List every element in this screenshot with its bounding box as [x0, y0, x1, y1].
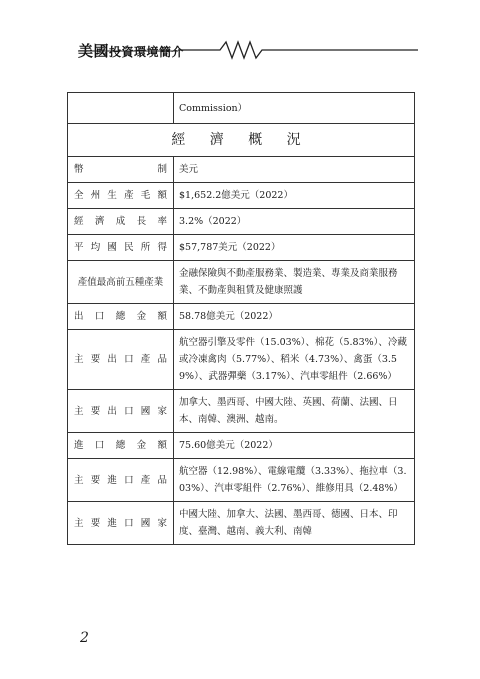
row-value-export-total: 58.78億美元（2022）: [174, 304, 415, 330]
table-row: [68, 433, 415, 459]
page-header: [78, 38, 418, 68]
row-value-currency: 美元: [174, 157, 415, 183]
header-wave-line: [78, 38, 418, 68]
table-row: [68, 235, 415, 261]
table-row: [68, 390, 415, 433]
row-value-gsp: $1,652.2億美元（2022）: [174, 183, 415, 209]
table-row: [68, 330, 415, 390]
header-title-main: 美國: [78, 42, 110, 60]
row-label-import-total: 進口總金額: [68, 433, 174, 459]
row-label-import-countries: 主要進口國家: [68, 502, 174, 545]
table-cell-empty: [68, 93, 174, 124]
row-label-gsp: 全州生產毛額: [68, 183, 174, 209]
row-value-import-total: 75.60億美元（2022）: [174, 433, 415, 459]
row-value-import-products: 航空器（12.98%）、電線電纜（3.33%）、拖拉車（3.03%）、汽車零組件（2.76%）、維修用具（2.48%）: [174, 459, 415, 502]
section-title-economy: 經 濟 概 況: [68, 124, 415, 157]
row-value-import-countries: 中國大陸、加拿大、法國、墨西哥、德國、日本、印度、臺灣、越南、義大利、南韓: [174, 502, 415, 545]
table-row: [68, 157, 415, 183]
row-value-export-countries: 加拿大、墨西哥、中國大陸、英國、荷蘭、法國、日本、南韓、澳洲、越南。: [174, 390, 415, 433]
table-row: [68, 502, 415, 545]
page-number: 2: [80, 630, 89, 646]
table-cell-commission: Commission）: [174, 93, 415, 124]
table-row: [68, 209, 415, 235]
row-label-import-products: 主要進口產品: [68, 459, 174, 502]
header-title-sub: 投資環境簡介: [109, 45, 185, 59]
row-label-growth: 經濟成長率: [68, 209, 174, 235]
table-row: [68, 304, 415, 330]
row-value-growth: 3.2%（2022）: [174, 209, 415, 235]
section-header-row: [68, 124, 415, 157]
row-label-export-countries: 主要出口國家: [68, 390, 174, 433]
row-label-income: 平均國民所得: [68, 235, 174, 261]
table-row: [68, 183, 415, 209]
row-label-export-total: 出口總金額: [68, 304, 174, 330]
row-label-export-products: 主要出口產品: [68, 330, 174, 390]
table-row: [68, 261, 415, 304]
table-row: [68, 93, 415, 124]
row-value-export-products: 航空器引擎及零件（15.03%）、棉花（5.83%）、冷藏或冷凍禽肉（5.77%）、稻米（4.73%）、禽蛋（3.59%）、武器彈藥（3.17%）、汽車零組件（2.66%）: [174, 330, 415, 390]
economic-overview-table: [67, 92, 415, 545]
row-value-income: $57,787美元（2022）: [174, 235, 415, 261]
table-row: [68, 459, 415, 502]
row-label-currency: 幣制: [68, 157, 174, 183]
row-label-top-industries: 產值最高前五種產業: [68, 261, 174, 304]
row-value-top-industries: 金融保險與不動產服務業、製造業、專業及商業服務業、不動產與租賃及健康照護: [174, 261, 415, 304]
